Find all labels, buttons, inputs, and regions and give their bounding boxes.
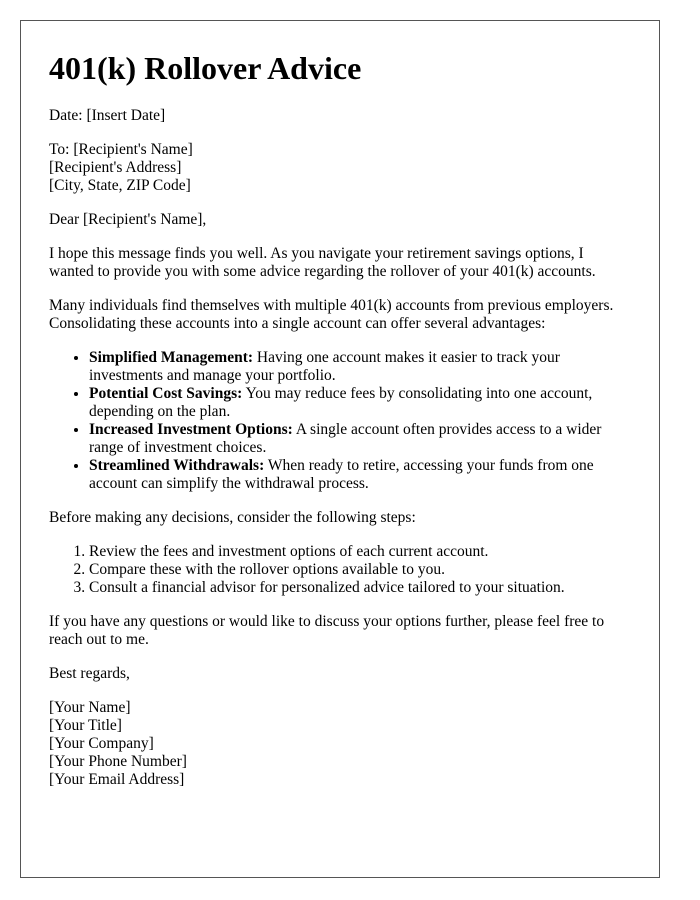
advantage-term: Streamlined Withdrawals: xyxy=(89,457,265,474)
list-item: 1. Review the fees and investment options of each current account. xyxy=(89,543,631,561)
letter-page xyxy=(20,20,660,878)
list-item xyxy=(89,349,631,385)
advantages-list xyxy=(49,349,631,493)
advantage-term: Potential Cost Savings: xyxy=(89,385,243,402)
advantage-term: Simplified Management: xyxy=(89,349,254,366)
closing-paragraph: If you have any questions or would like to discuss your options further, please feel free to reach out to me. xyxy=(49,613,605,648)
date-line: Date: [Insert Date] xyxy=(49,107,166,124)
sign-off: Best regards, xyxy=(49,665,130,682)
list-item xyxy=(89,457,631,493)
list-item xyxy=(89,385,631,421)
advantages-intro-paragraph: Many individuals find themselves with multiple 401(k) accounts from previous employers. Consolidating these accounts into a single account can offer several advantages: xyxy=(49,297,614,332)
signature-phone: [Your Phone Number] xyxy=(49,753,187,770)
steps-list xyxy=(49,543,631,597)
advantage-text: Having one account makes it easier to track your investments and manage your portfolio. xyxy=(89,349,560,384)
advantage-term: Increased Investment Options: xyxy=(89,421,293,438)
salutation: Dear [Recipient's Name], xyxy=(49,211,207,228)
signature-email: [Your Email Address] xyxy=(49,771,185,788)
advantage-text: A single account often provides access to a wider range of investment choices. xyxy=(89,421,602,456)
letter-title: 401(k) Rollover Advice xyxy=(49,50,362,86)
list-item: 3. Consult a financial advisor for personalized advice tailored to your situation. xyxy=(89,579,631,597)
advantage-text: When ready to retire, accessing your funds from one account can simplify the withdrawal process. xyxy=(89,457,594,492)
signature-name: [Your Name] xyxy=(49,699,131,716)
recipient-block xyxy=(49,141,631,195)
recipient-to-line: To: [Recipient's Name] xyxy=(49,141,193,158)
list-item xyxy=(89,421,631,457)
recipient-city-line: [City, State, ZIP Code] xyxy=(49,177,191,194)
intro-paragraph: I hope this message finds you well. As you navigate your retirement savings options, I wanted to provide you with some advice regarding the rollover of your 401(k) accounts. xyxy=(49,245,596,280)
steps-intro-paragraph: Before making any decisions, consider the following steps: xyxy=(49,509,416,526)
recipient-address: [Recipient's Address] xyxy=(49,159,182,176)
signature-company: [Your Company] xyxy=(49,735,154,752)
advantage-text: You may reduce fees by consolidating into one account, depending on the plan. xyxy=(89,385,593,420)
list-item: 2. Compare these with the rollover options available to you. xyxy=(89,561,631,579)
signature-block xyxy=(49,699,631,789)
signature-title: [Your Title] xyxy=(49,717,122,734)
